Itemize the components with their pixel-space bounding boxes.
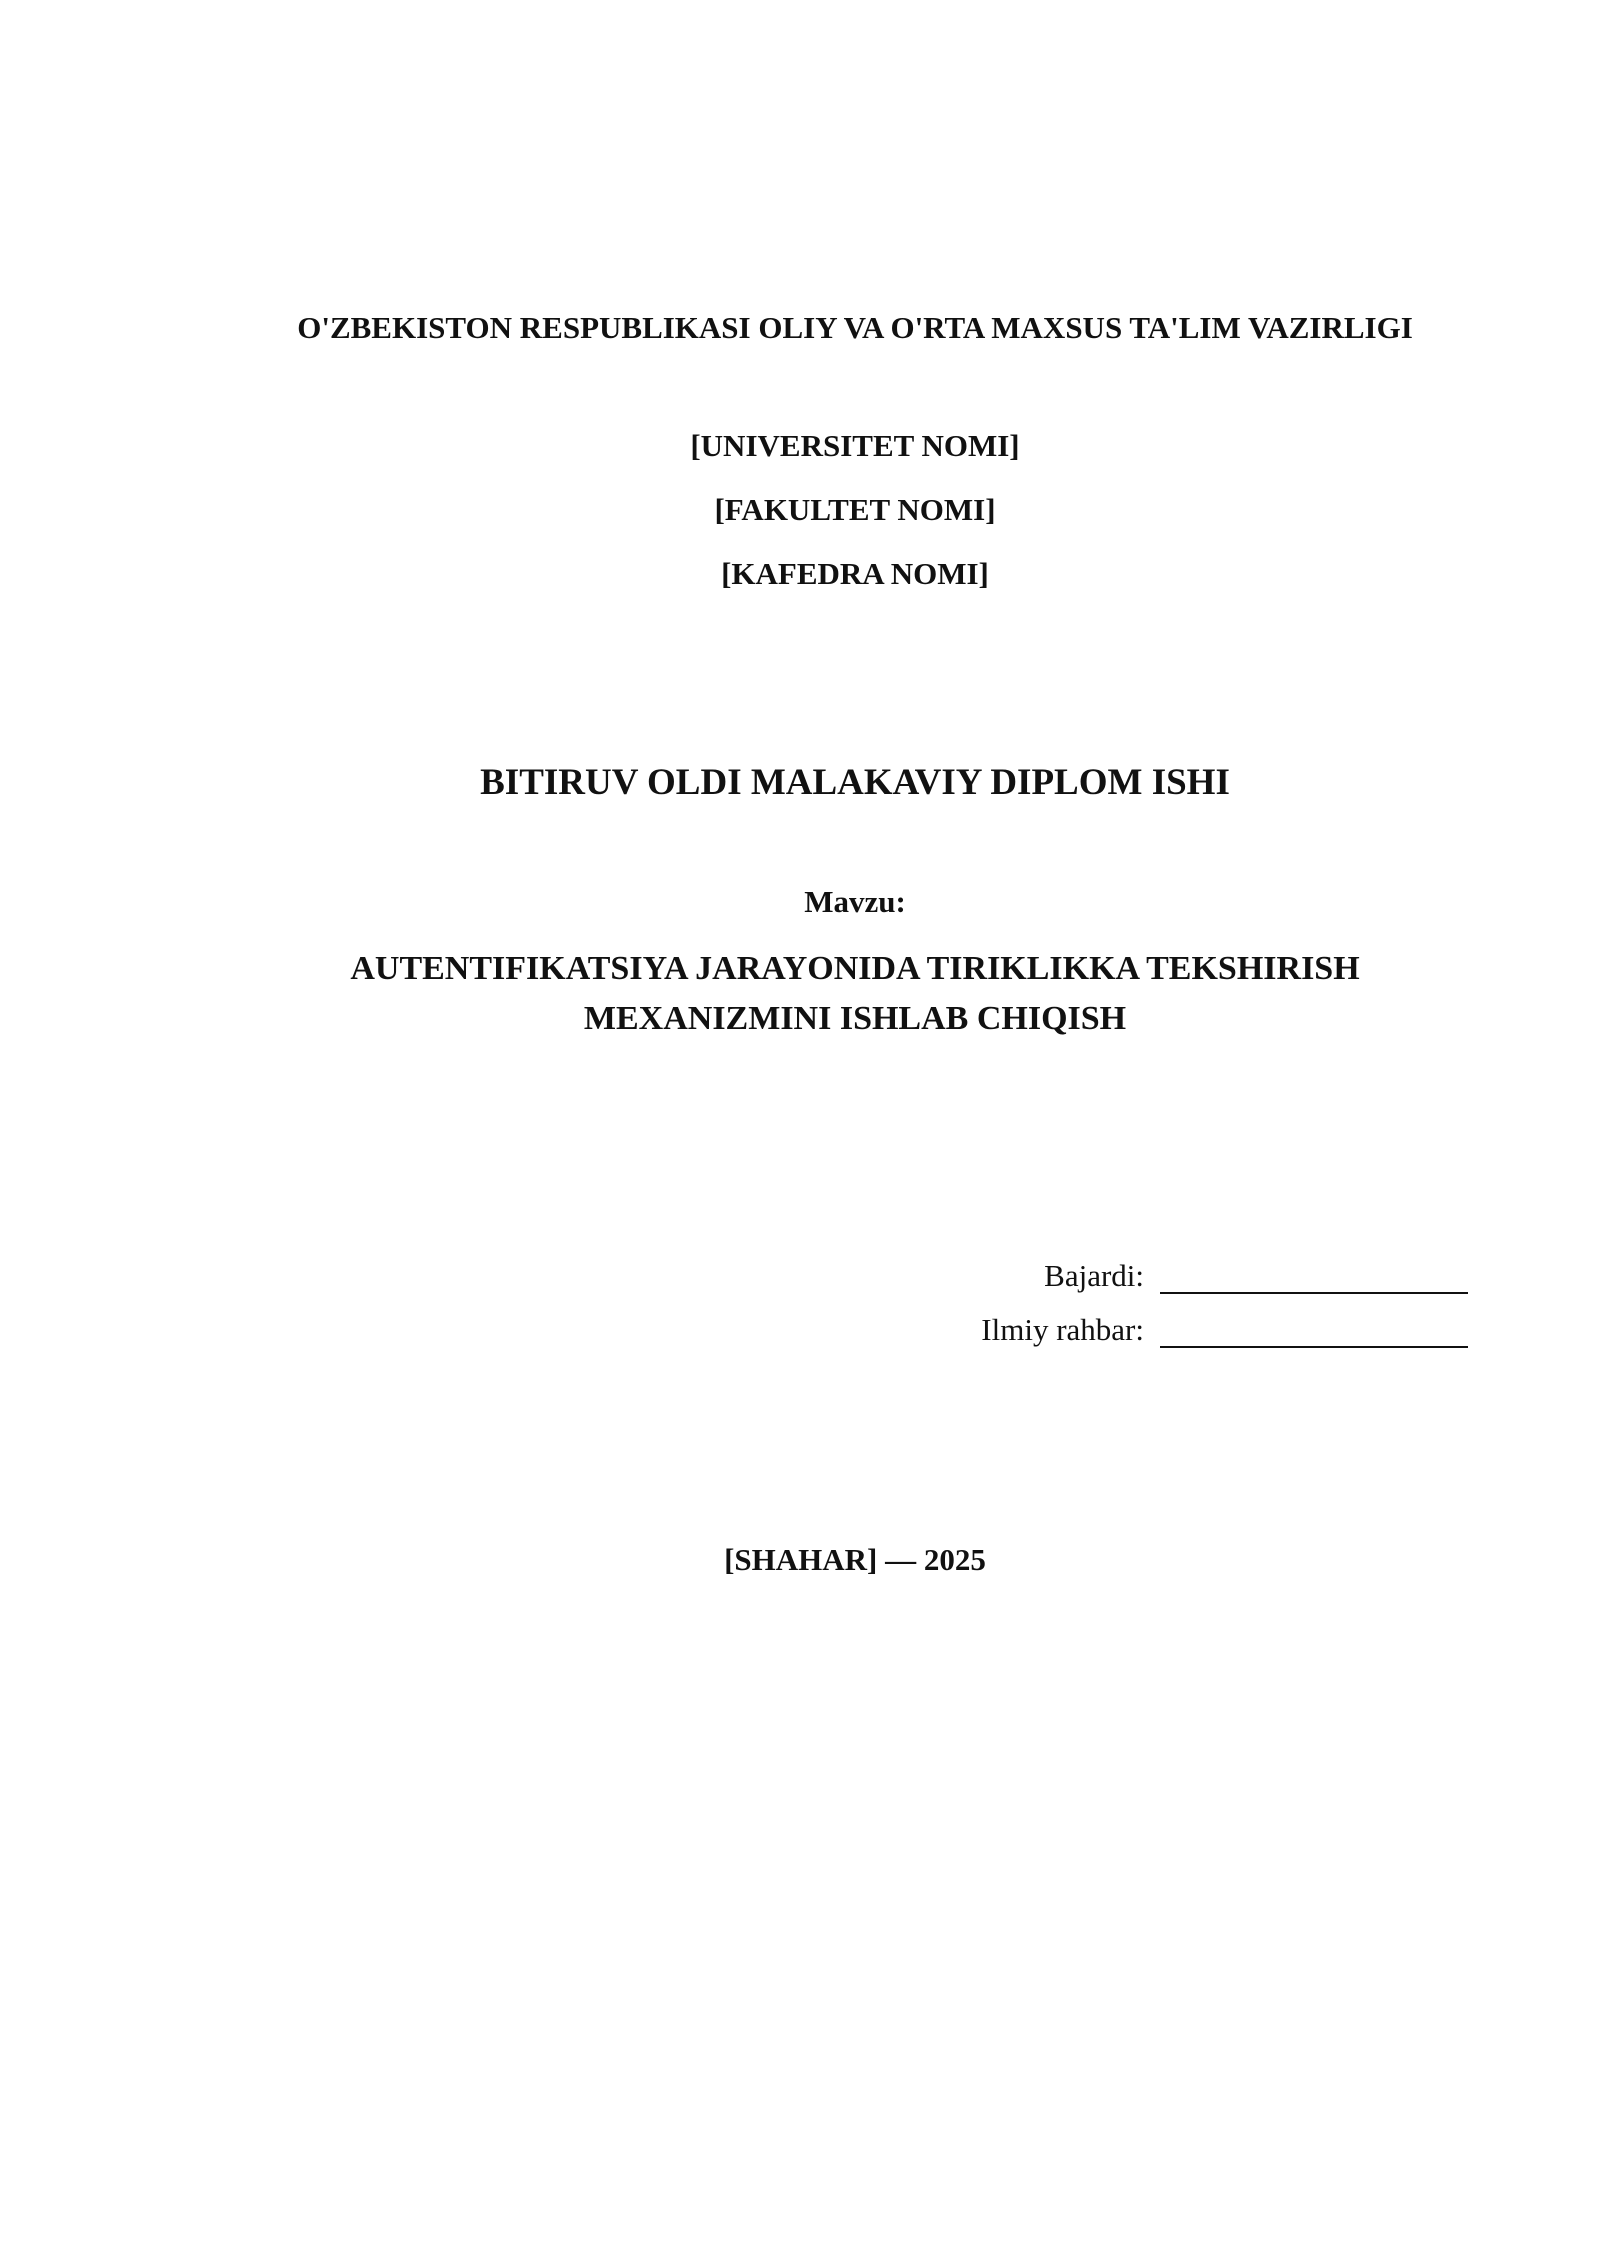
supervisor-signature-line <box>1160 1316 1468 1348</box>
faculty-name: [FAKULTET NOMI] <box>714 492 996 527</box>
topic-title <box>0 944 1600 1044</box>
signature-block <box>981 1240 1468 1348</box>
university-name: [UNIVERSITET NOMI] <box>690 428 1020 463</box>
ministry-heading: O'ZBEKISTON RESPUBLIKASI OLIY VA O'RTA MAXSUS TA'LIM VAZIRLIGI <box>297 310 1413 345</box>
signature-row-performer <box>981 1240 1468 1294</box>
signature-row-supervisor <box>981 1294 1468 1348</box>
topic-label: Mavzu: <box>804 884 906 919</box>
performer-label: Bajardi: <box>1044 1258 1144 1293</box>
document-type-title: BITIRUV OLDI MALAKAVIY DIPLOM ISHI <box>480 762 1230 803</box>
city-year: [SHAHAR] — 2025 <box>724 1542 986 1577</box>
topic-title-line-2: MEXANIZMINI ISHLAB CHIQISH <box>583 1000 1127 1037</box>
performer-signature-line <box>1160 1262 1468 1294</box>
topic-title-line-1: AUTENTIFIKATSIYA JARAYONIDA TIRIKLIKKA TEKSHIRISH <box>350 950 1360 987</box>
department-name: [KAFEDRA NOMI] <box>721 556 989 591</box>
supervisor-label: Ilmiy rahbar: <box>981 1312 1144 1347</box>
